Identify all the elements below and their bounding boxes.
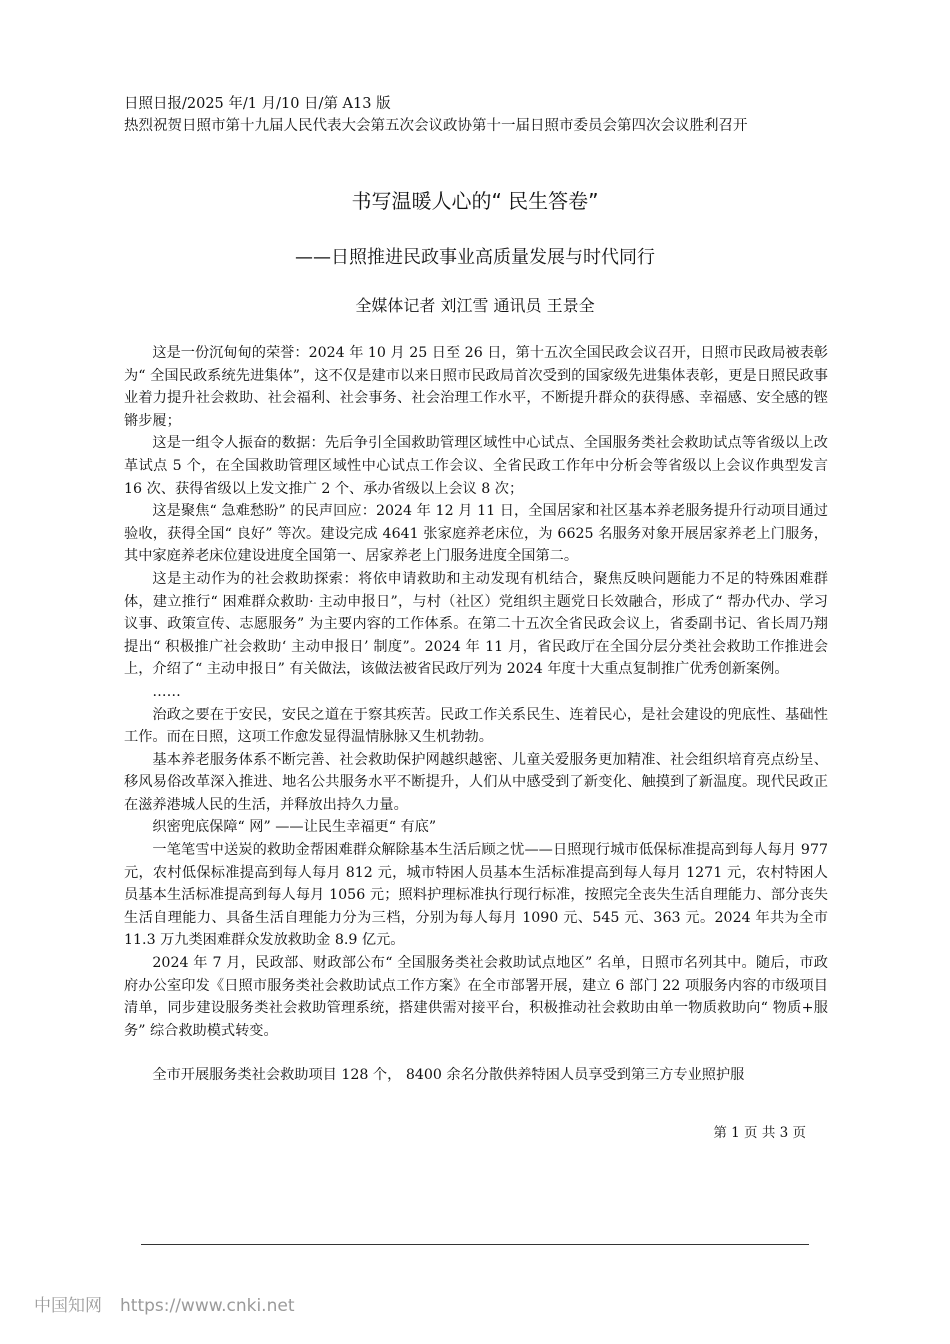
paragraph: 全市开展服务类社会救助项目 128 个， 8400 余名分散供养特困人员享受到第三方专业照护服 <box>152 1067 745 1084</box>
paragraph: 2024 年 7 月，民政部、财政部公布“ 全国服务类社会救助试点地区” 名单，日照市名列其中。随后，市政府办公室印发《日照市服务类社会救助试点工作方案》在全市部署开展，建立 6 部门 22 项服务内容的市级项目清单，同步建设服务类社会救助管理系统，搭建供需对接平台，积极推动社会救助由单一物质救助向“ 物质+服务” 综合救助模式转变。 <box>124 955 828 1039</box>
paragraph: 这是聚焦“ 急难愁盼” 的民声回应：2024 年 12 月 11 日，全国居家和社区基本养老服务提升行动项目通过验收，获得全国“ 良好” 等次。建设完成 4641 张家庭养老床位，为 6625 名服务对象开展居家养老上门服务，其中家庭养老床位建设进度全国第一、居家养老上门服务进度全国第二。 <box>124 503 828 565</box>
ellipsis-paragraph: …… <box>152 683 181 700</box>
paragraph: 治政之要在于安民，安民之道在于察其疾苦。民政工作关系民生、连着民心，是社会建设的兜底性、基础性工作。而在日照，这项工作愈发显得温情脉脉又生机勃勃。 <box>124 706 828 746</box>
cnki-watermark <box>34 1294 294 1318</box>
paragraph: 基本养老服务体系不断完善、社会救助保护网越织越密、儿童关爱服务更加精准、社会组织培育亮点纷呈、移风易俗改革深入推进、地名公共服务水平不断提升，人们从中感受到了新变化、触摸到了新温度。现代民政正在滋养港城人民的生活，并释放出持久力量。 <box>124 751 828 813</box>
article-subtitle: ——日照推进民政事业高质量发展与时代同行 <box>295 247 655 268</box>
page-number: 第 1 页 共 3 页 <box>713 1125 806 1141</box>
publication-source: 日照日报/2025 年/1 月/10 日/第 A13 版 <box>124 96 391 112</box>
watermark-url: https://www.cnki.net <box>120 1296 295 1316</box>
article-title: 书写温暖人心的“ 民生答卷” <box>351 189 599 213</box>
footer-divider <box>141 1244 809 1245</box>
paragraph: 一笔笔雪中送炭的救助金帮困难群众解除基本生活后顾之忧——日照现行城市低保标准提高到每人每月 977 元，农村低保标准提高到每人每月 812 元，城市特困人员基本生活标准提高到每人每月 1271 元，农村特困人员基本生活标准提高到每人每月 1056 元；照料护理标准执行现行标准，按照完全丧失生活自理能力、部分丧失生活自理能力、具备生活自理能力分为三档，分别为每人每月 1090 元、545 元、363 元。2024 年共为全市 11.3 万九类困难群众发放救助金 8.9 亿元。 <box>124 842 828 949</box>
column-heading: 热烈祝贺日照市第十九届人民代表大会第五次会议政协第十一届日照市委员会第四次会议胜利召开 <box>124 118 748 134</box>
paragraph: 这是主动作为的社会救助探索：将依申请救助和主动发现有机结合，聚焦反映问题能力不足的特殊困难群体，建立推行“ 困难群众救助· 主动申报日”，与村（社区）党组织主题党日长效融合，形成了“ 帮办代办、学习议事、政策宣传、志愿服务” 为主要内容的工作体系。在第二十五次全省民政会议上，省委副书记、省长周乃翔提出“ 积极推广社会救助‘ 主动申报日’ 制度”。2024 年 11 月，省民政厅在全国分层分类社会救助工作推进会上，介绍了“ 主动申报日” 有关做法，该做法被省民政厅列为 2024 年度十大重点复制推广优秀创新案例。 <box>124 570 828 678</box>
paragraph: 这是一组令人振奋的数据：先后争引全国救助管理区域性中心试点、全国服务类社会救助试点等省级以上改革试点 5 个，在全国救助管理区域性中心试点工作会议、全省民政工作年中分析会等省级以上会议作典型发言 16 次、获得省级以上发文推广 2 个、承办省级以上会议 8 次； <box>124 435 828 497</box>
section-heading: 织密兜底保障“ 网” ——让民生幸福更“ 有底” <box>152 819 437 836</box>
watermark-brand: 中国知网 <box>34 1296 102 1316</box>
article-byline: 全媒体记者 刘江雪 通讯员 王景全 <box>355 296 595 315</box>
paragraph: 这是一份沉甸甸的荣誉：2024 年 10 月 25 日至 26 日，第十五次全国民政会议召开，日照市民政局被表彰为“ 全国民政系统先进集体”，这不仅是建市以来日照市民政局首次受到的国家级先进集体表彰，更是日照民政事业着力提升社会救助、社会福利、社会事务、社会治理工作水平，不断提升群众的获得感、幸福感、安全感的铿锵步履； <box>124 345 828 429</box>
article-body <box>124 342 828 1087</box>
